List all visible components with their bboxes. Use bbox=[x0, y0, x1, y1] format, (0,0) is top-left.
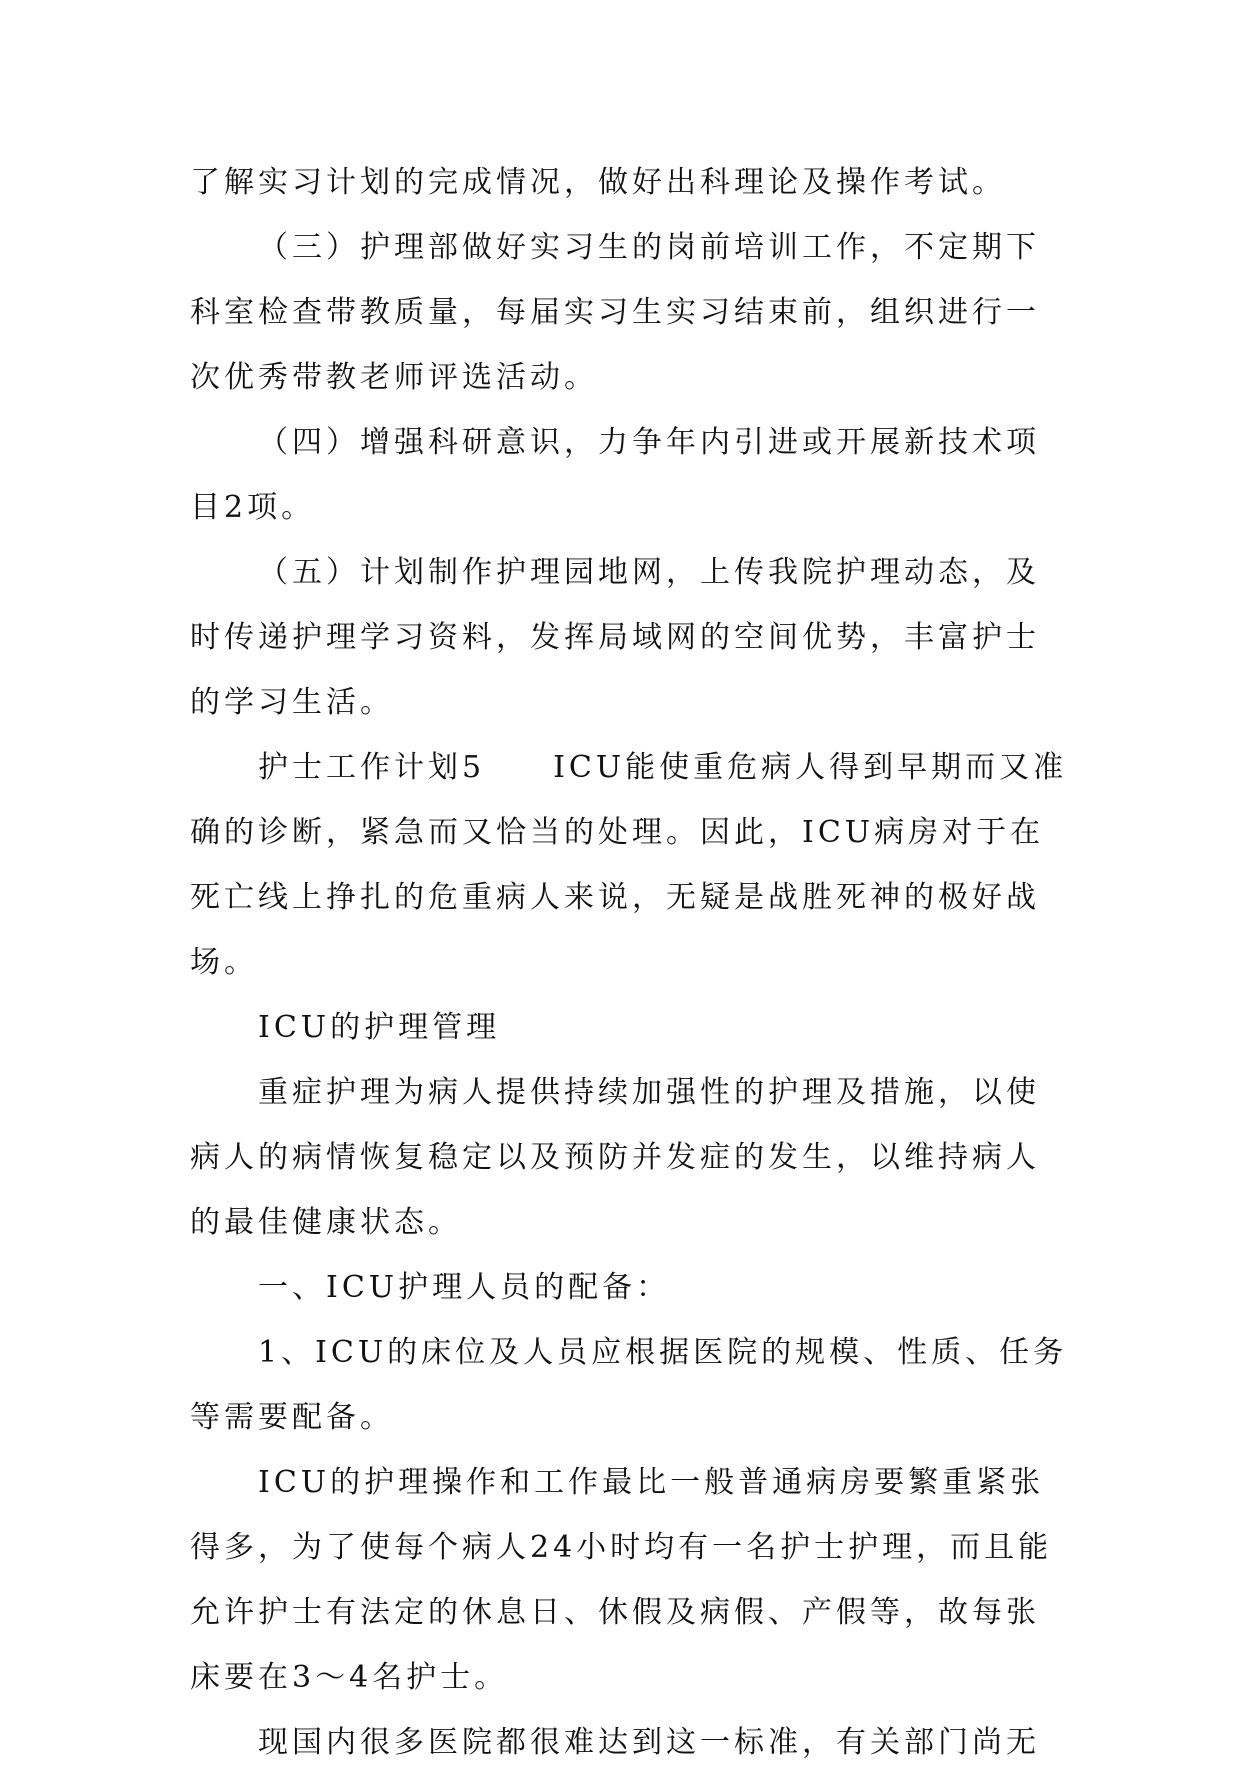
paragraph-11: 现国内很多医院都很难达到这一标准，有关部门尚无 bbox=[258, 1725, 1040, 1760]
paragraph-7: 重症护理为病人提供持续加强性的护理及措施，以使病人的病情恢复稳定以及预防并发症的发生，以维持病人的最佳健康状态。 bbox=[190, 1075, 1040, 1240]
section-heading-staffing: 一、ICU护理人员的配备： bbox=[258, 1270, 671, 1305]
paragraph-3: （四）增强科研意识，力争年内引进或开展新技术项目2项。 bbox=[190, 425, 1040, 525]
paragraph-5: 护士工作计划5 ICU能使重危病人得到早期而又准确的诊断，紧急而又恰当的处理。因此，ICU病房对于在死亡线上挣扎的危重病人来说，无疑是战胜死神的极好战场。 bbox=[190, 750, 1068, 980]
paragraph-9: 1、ICU的床位及人员应根据医院的规模、性质、任务等需要配备。 bbox=[190, 1335, 1068, 1435]
paragraph-4: （五）计划制作护理园地网，上传我院护理动态，及时传递护理学习资料，发挥局域网的空间优势，丰富护士的学习生活。 bbox=[190, 555, 1040, 720]
paragraph-2: （三）护理部做好实习生的岗前培训工作，不定期下科室检查带教质量，每届实习生实习结束前，组织进行一次优秀带教老师评选活动。 bbox=[190, 230, 1040, 395]
paragraph-1: 了解实习计划的完成情况，做好出科理论及操作考试。 bbox=[190, 165, 1006, 200]
paragraph-10: ICU的护理操作和工作最比一般普通病房要繁重紧张得多，为了使每个病人24小时均有一名护士护理，而且能允许护士有法定的休息日、休假及病假、产假等，故每张床要在3～4名护士。 bbox=[190, 1465, 1053, 1695]
section-heading-icu-management: ICU的护理管理 bbox=[258, 1010, 501, 1045]
document-body bbox=[190, 150, 1070, 1775]
